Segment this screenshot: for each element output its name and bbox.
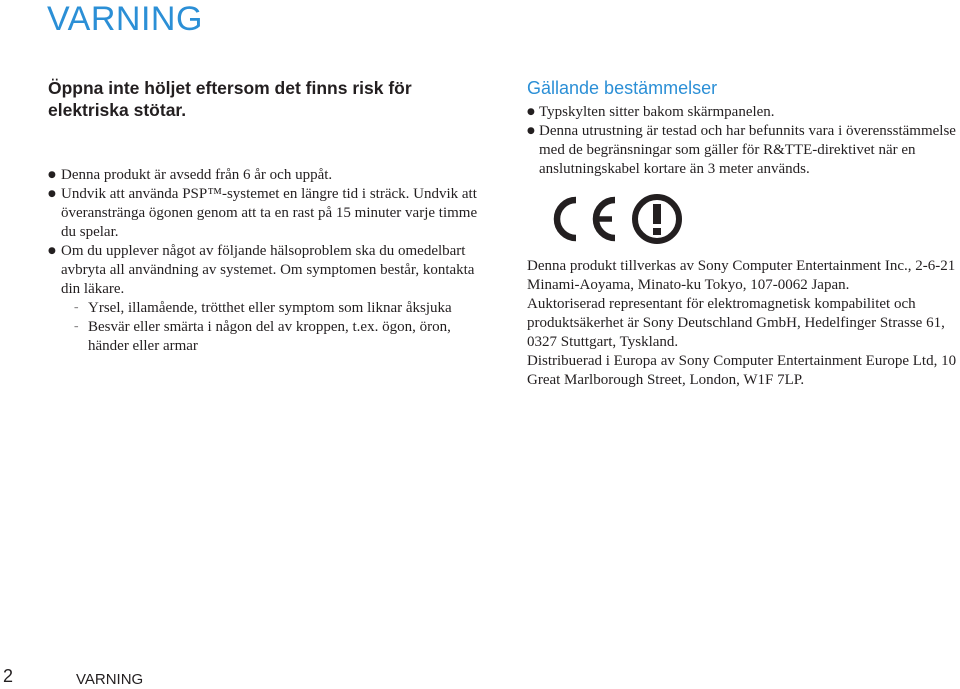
warning-bullet-list	[48, 166, 488, 356]
regulations-heading: Gällande bestämmelser	[527, 78, 718, 98]
distributor-text: Distribuerad i Europa av Sony Computer Entertainment Europe Ltd, 10 Great Marlborough Street, London, W1F 7LP.	[527, 353, 957, 388]
list-item: ● Denna produkt är avsedd från 6 år och uppåt.	[48, 166, 488, 185]
manufacturer-info	[527, 257, 960, 390]
warning-heading	[48, 77, 488, 121]
symptom-item: – Yrsel, illamående, trötthet eller symptom som liknar åksjuka	[74, 299, 488, 318]
warning-column	[48, 77, 488, 356]
representative-text: Auktoriserad representant för elektromagnetisk kompabilitet och produktsäkerhet är Sony Deutschland GmbH, Hedelfinger Strasse 61, 0327 Stuttgart, Tyskland.	[527, 296, 945, 350]
symptom-list	[61, 299, 488, 356]
page-footer-label: VARNING	[76, 671, 144, 688]
ce-mark-icon	[541, 194, 621, 244]
list-item-text: Om du upplever något av följande hälsoproblem ska du omedelbart avbryta all användning av systemet. Om symptomen består, kontakta din läkare.	[61, 243, 475, 297]
list-item	[48, 242, 488, 356]
page-number: 2	[3, 666, 14, 686]
warning-heading-line-2: elektriska stötar.	[48, 100, 187, 120]
manufacturer-text: Denna produkt tillverkas av Sony Computer Entertainment Inc., 2-6-21 Minami-Aoyama, Minato-ku Tokyo, 107-0062 Japan.	[527, 258, 956, 293]
alert-mark-icon	[631, 193, 683, 245]
list-item: ● Typskylten sitter bakom skärmpanelen.	[527, 103, 960, 122]
symptom-item: – Besvär eller smärta i någon del av kroppen, t.ex. ögon, öron, händer eller armar	[74, 318, 488, 356]
compliance-marks	[541, 193, 960, 245]
page-title: VARNING	[47, 0, 203, 38]
list-item: ● Denna utrustning är testad och har befunnits vara i överensstämmelse med de begränsningar som gäller för R&TTE-direktivet när en anslutningskabel kortare än 3 meter används.	[527, 122, 960, 179]
list-item: ● Undvik att använda PSP™-systemet en längre tid i sträck. Undvik att överanstränga ögonen genom att ta en rast på 15 minuter varje timme du spelar.	[48, 185, 488, 242]
regulations-column	[527, 77, 960, 390]
warning-heading-line-1: Öppna inte höljet eftersom det finns risk för	[48, 78, 412, 98]
regulations-bullet-list	[527, 103, 960, 179]
